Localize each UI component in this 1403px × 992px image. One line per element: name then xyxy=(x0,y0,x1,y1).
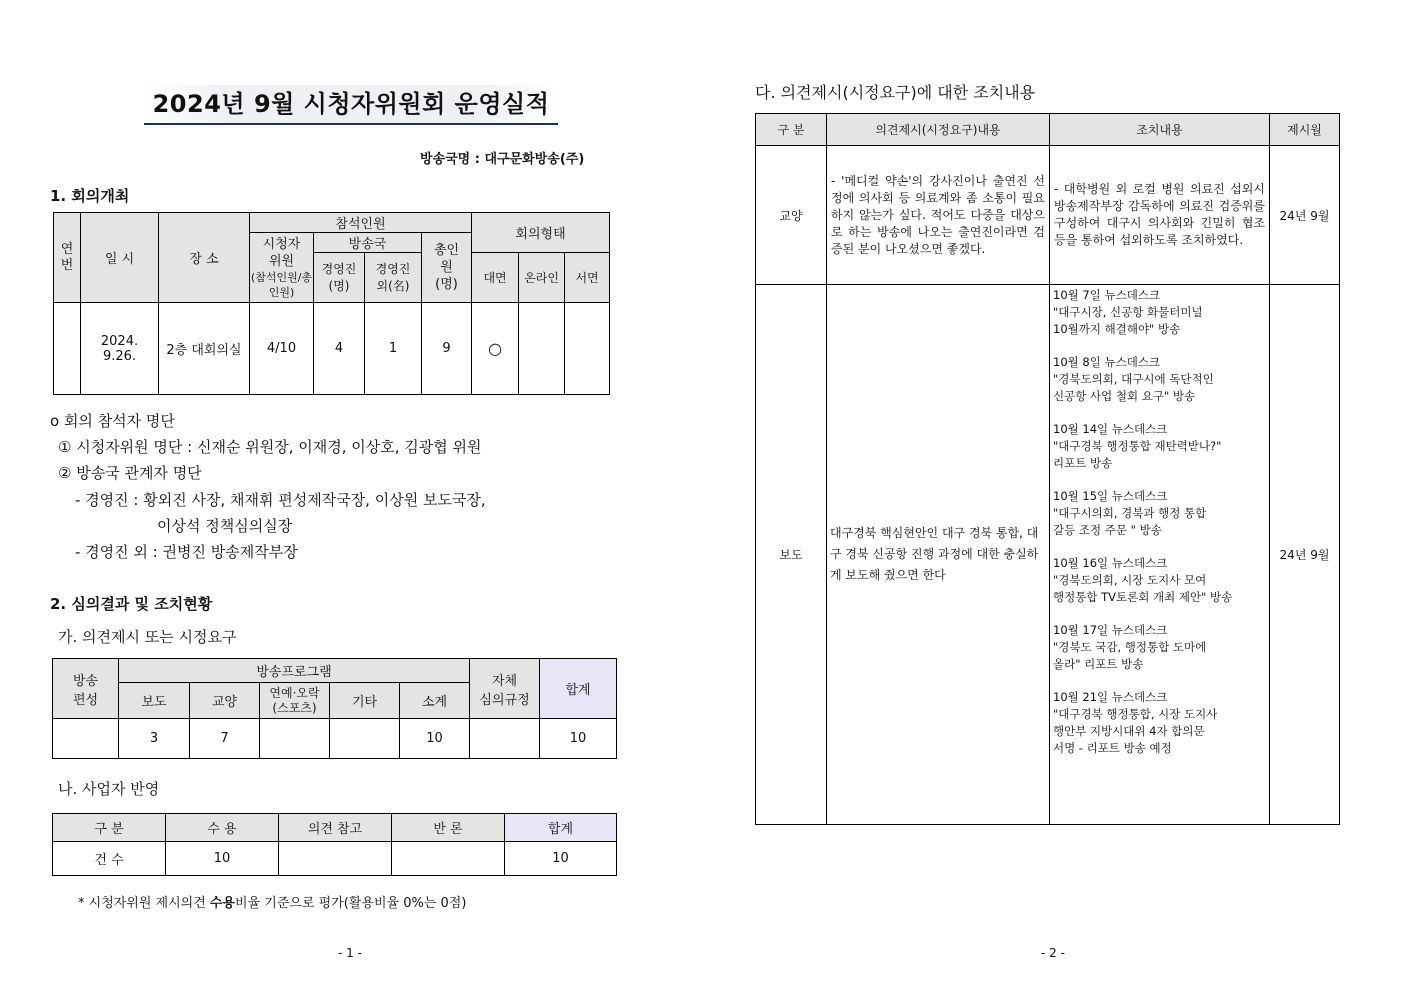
header-opinion: 의견제시(시정요구)내용 xyxy=(827,114,1050,146)
news-item: 10월 14일 뉴스데스크 "대구경북 행정통합 재탄력받나?" 리포트 방송 xyxy=(1053,422,1222,470)
cell-subtotal: 10 xyxy=(400,719,470,759)
section-2-heading: 2. 심의결과 및 조치현황 xyxy=(50,595,213,613)
page-number-1: - 1 - xyxy=(338,946,362,960)
cell-written xyxy=(565,303,610,395)
cell-refute xyxy=(392,842,505,876)
section-1-heading: 1. 회의개최 xyxy=(50,187,130,205)
cell-self-regulation xyxy=(470,719,540,759)
reflect-table xyxy=(52,813,617,876)
cell-category: 교양 xyxy=(756,146,827,285)
header-non-executives: 경영진외(名) xyxy=(365,253,422,303)
cell-category: 보도 xyxy=(756,285,827,825)
header-reference: 의견 참고 xyxy=(279,814,392,842)
cell-action: - 대학병원 외 로컬 병원 의료진 섭외시 방송제작부장 감독하에 의료진 검증위를 구성하여 대구시 의사회와 긴밀히 협조 등을 통하여 섭외하도록 조치하였다. xyxy=(1050,146,1270,285)
cell-culture: 7 xyxy=(190,719,260,759)
header-culture: 교양 xyxy=(190,683,260,719)
cell-place: 2층 대회의실 xyxy=(159,303,250,395)
news-item: 10월 21일 뉴스데스크 "대구경북 행정통합, 시장 도지사 행안부 지방시대위 4자 합의문 서명 - 리포트 방송 예정 xyxy=(1053,690,1218,755)
header-category: 구 분 xyxy=(53,814,166,842)
header-category: 구 분 xyxy=(756,114,827,146)
cell-accept: 10 xyxy=(166,842,279,876)
cell-reference xyxy=(279,842,392,876)
header-refute: 반 론 xyxy=(392,814,505,842)
header-station: 방송국 xyxy=(314,233,422,253)
cell-entertainment xyxy=(260,719,330,759)
header-news: 보도 xyxy=(119,683,190,719)
header-meeting-form: 회의형태 xyxy=(472,213,610,253)
news-item: 10월 17일 뉴스데스크 "경북도 국감, 행정통합 도마에 올라" 리포트 방송 xyxy=(1053,623,1207,671)
cell-org xyxy=(53,719,119,759)
cell-total: 9 xyxy=(422,303,472,395)
header-subtotal: 소계 xyxy=(400,683,470,719)
meeting-table xyxy=(53,212,610,395)
subsection-ga: 가. 의견제시 또는 시정요구 xyxy=(58,628,237,646)
table-row xyxy=(53,842,617,876)
attendees-heading: o 회의 참석자 명단 xyxy=(50,412,175,430)
header-total: 총인원(명) xyxy=(422,233,472,303)
header-no: 연번 xyxy=(54,213,81,303)
header-self-regulation: 자체 심의규정 xyxy=(470,659,540,719)
header-executives: 경영진(명) xyxy=(314,253,365,303)
footnote: * 시청자위원 제시의견 수용비율 기준으로 평가(활용비율 0%는 0점) xyxy=(78,896,467,911)
table-row xyxy=(756,285,1340,825)
cell-opinion: - '메디컬 약손'의 강사진이나 출연진 선정에 의사회 등 의료계와 좀 소통이 필요하지 않는가 싶다. 적어도 다중을 대상으로 하는 방송에 나오는 출연진이라면 검증된 분이 나오셨으면 좋겠다. xyxy=(827,146,1050,285)
page2-heading: 다. 의견제시(시정요구)에 대한 조치내용 xyxy=(755,83,1036,102)
header-face-to-face: 대면 xyxy=(472,253,519,303)
attendees-line-3: - 경영진 : 황외진 사장, 채재휘 편성제작국장, 이상원 보도국장, xyxy=(75,491,486,509)
table-row xyxy=(54,303,610,395)
header-date: 일 시 xyxy=(81,213,159,303)
cell-action-news-list xyxy=(1050,285,1270,825)
cell-sum: 10 xyxy=(505,842,617,876)
header-month: 제시월 xyxy=(1270,114,1340,146)
table-row xyxy=(756,146,1340,285)
news-item: 10월 16일 뉴스데스크 "경북도의회, 시장 도지사 모여 행정통합 TV토론회 개최 제안" 방송 xyxy=(1053,556,1233,604)
header-online: 온라인 xyxy=(519,253,565,303)
news-item: 10월 8일 뉴스데스크 "경북도의회, 대구시에 독단적인 신공항 사업 철회 요구" 방송 xyxy=(1053,355,1214,403)
news-item: 10월 15일 뉴스데스크 "대구시의회, 경북과 행정 통합 갈등 조정 주문 " 방송 xyxy=(1053,489,1207,537)
header-place: 장 소 xyxy=(159,213,250,303)
cell-executives: 4 xyxy=(314,303,365,395)
header-action: 조치내용 xyxy=(1050,114,1270,146)
cell-month: 24년 9월 xyxy=(1270,285,1340,825)
header-written: 서면 xyxy=(565,253,610,303)
attendees-line-5: - 경영진 외 : 권병진 방송제작부장 xyxy=(75,543,298,561)
cell-face-to-face: ○ xyxy=(472,303,519,395)
cell-non-executives: 1 xyxy=(365,303,422,395)
header-entertainment: 연예·오락 (스포츠) xyxy=(260,683,330,719)
table-row xyxy=(53,719,617,759)
cell-month: 24년 9월 xyxy=(1270,146,1340,285)
cell-viewer: 4/10 xyxy=(250,303,314,395)
cell-no xyxy=(54,303,81,395)
cell-other xyxy=(330,719,400,759)
header-sum: 합계 xyxy=(505,814,617,842)
header-programs: 방송프로그램 xyxy=(119,659,470,683)
header-attendance: 참석인원 xyxy=(250,213,472,233)
attendees-line-4: 이상석 정책심의실장 xyxy=(157,517,293,535)
attendees-line-1: ① 시청자위원 명단 : 신재순 위원장, 이재경, 이상호, 김광협 위원 xyxy=(58,438,482,456)
cell-opinion: 대구경북 핵심현안인 대구 경북 통합, 대구 경북 신공항 진행 과정에 대한 충실하게 보도해 줬으면 한다 xyxy=(827,285,1050,825)
page-title: 2024년 9월 시청자위원회 운영실적 xyxy=(144,85,558,125)
attendees-line-2: ② 방송국 관계자 명단 xyxy=(58,464,202,482)
header-other: 기타 xyxy=(330,683,400,719)
cell-sum: 10 xyxy=(540,719,617,759)
subsection-na: 나. 사업자 반영 xyxy=(58,780,160,798)
cell-date: 2024. 9.26. xyxy=(81,303,159,395)
header-sum: 합계 xyxy=(540,659,617,719)
cell-online xyxy=(519,303,565,395)
cell-count-label: 건 수 xyxy=(53,842,166,876)
header-org: 방송 편성 xyxy=(53,659,119,719)
page-number-2: - 2 - xyxy=(1041,946,1065,960)
header-viewer-members: 시청자위원 (참석인원/총인원) xyxy=(250,233,314,303)
header-accept: 수 용 xyxy=(166,814,279,842)
cell-news: 3 xyxy=(119,719,190,759)
broadcaster-name: 방송국명 : 대구문화방송(주) xyxy=(420,152,585,167)
action-table xyxy=(755,113,1340,825)
program-table xyxy=(52,658,617,759)
news-item: 10월 7일 뉴스데스크 "대구시장, 신공항 화물터미널 10월까지 해결해야" 방송 xyxy=(1053,288,1203,336)
